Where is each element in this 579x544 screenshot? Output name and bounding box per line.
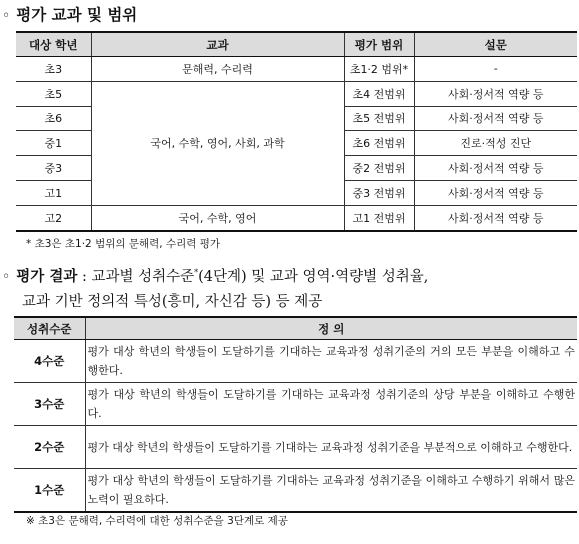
grade-cell: 중1 xyxy=(16,131,91,156)
section-title xyxy=(2,3,137,25)
table-row xyxy=(14,340,577,383)
definition-cell: 평가 대상 학년의 학생들이 도달하기를 기대하는 교육과정 성취기준의 거의 모든 부분을 이해하고 수행한다. xyxy=(85,340,577,383)
survey-cell: 사회·정서적 역량 등 xyxy=(414,205,577,230)
definition-cell: 평가 대상 학년의 학생들이 도달하기를 기대하는 교육과정 성취기준을 부분적으로 이해하고 수행한다. xyxy=(85,426,577,469)
scope-table xyxy=(16,31,577,232)
grade-cell: 초6 xyxy=(16,106,91,131)
merged-subject-cell: 국어, 수학, 영어, 사회, 과학 xyxy=(91,81,344,205)
survey-cell: 사회·정서적 역량 등 xyxy=(414,156,577,181)
survey-cell: 사회·정서적 역량 등 xyxy=(414,81,577,106)
results-text-2: (4단계) 및 교과 영역·역량별 성취율, xyxy=(198,268,429,285)
grade-cell: 고2 xyxy=(16,205,91,230)
scope-footnote: * 초3은 초1·2 범위의 문해력, 수리력 평가 xyxy=(26,238,220,250)
survey-cell: 사회·정서적 역량 등 xyxy=(414,180,577,205)
header-grade: 대상 학년 xyxy=(16,32,91,57)
results-footnote-mark: * xyxy=(194,268,199,277)
range-cell: 초6 전범위 xyxy=(344,131,414,156)
results-text-1: 교과별 성취수준 xyxy=(91,268,195,285)
results-title: 평가 결과 xyxy=(16,267,78,285)
survey-cell: 사회·정서적 역량 등 xyxy=(414,106,577,131)
survey-cell: - xyxy=(414,57,577,82)
grade-cell: 중3 xyxy=(16,156,91,181)
table-row xyxy=(16,205,577,230)
level-cell: 1수준 xyxy=(14,469,85,513)
table-row xyxy=(14,469,577,513)
table-row xyxy=(16,57,577,82)
section-bullet: ◦ xyxy=(2,8,11,24)
survey-cell: 진로·적성 진단 xyxy=(414,131,577,156)
table-row xyxy=(14,383,577,426)
level-cell: 4수준 xyxy=(14,340,85,383)
level-cell: 2수준 xyxy=(14,426,85,469)
subject-cell: 국어, 수학, 영어 xyxy=(91,205,344,230)
achievement-table xyxy=(14,316,577,513)
grade-cell: 초3 xyxy=(16,57,91,82)
table-header-row xyxy=(16,32,577,57)
range-cell: 초4 전범위 xyxy=(344,81,414,106)
range-cell: 중2 전범위 xyxy=(344,156,414,181)
subject-cell: 문해력, 수리력 xyxy=(91,57,344,82)
range-cell: 초5 전범위 xyxy=(344,106,414,131)
header-level: 성취수준 xyxy=(14,317,85,340)
results-bullet: ◦ xyxy=(2,268,11,285)
results-text-line2: 교과 기반 정의적 특성(흥미, 자신감 등) 등 제공 xyxy=(22,293,323,310)
table-header-row xyxy=(14,317,577,340)
table-row xyxy=(14,426,577,469)
range-cell: 초1·2 범위* xyxy=(344,57,414,82)
definition-cell: 평가 대상 학년의 학생들이 도달하기를 기대하는 교육과정 성취기준을 이해하고 수행하기 위해서 많은 노력이 필요하다. xyxy=(85,469,577,513)
results-paragraph xyxy=(2,260,577,315)
grade-cell: 초5 xyxy=(16,81,91,106)
achievement-footnote: ※ 초3은 문해력, 수리력에 대한 성취수준을 3단계로 제공 xyxy=(26,515,288,527)
definition-cell: 평가 대상 학년의 학생들이 도달하기를 기대하는 교육과정 성취기준의 상당 부분을 이해하고 수행한다. xyxy=(85,383,577,426)
header-definition: 정 의 xyxy=(85,317,577,340)
header-range: 평가 범위 xyxy=(344,32,414,57)
section-title-text: 평가 교과 및 범위 xyxy=(16,5,138,24)
level-cell: 3수준 xyxy=(14,383,85,426)
results-colon: : xyxy=(77,268,92,285)
header-survey: 설문 xyxy=(414,32,577,57)
table-row xyxy=(16,81,577,106)
header-subject: 교과 xyxy=(91,32,344,57)
range-cell: 중3 전범위 xyxy=(344,180,414,205)
grade-cell: 고1 xyxy=(16,180,91,205)
range-cell: 고1 전범위 xyxy=(344,205,414,230)
